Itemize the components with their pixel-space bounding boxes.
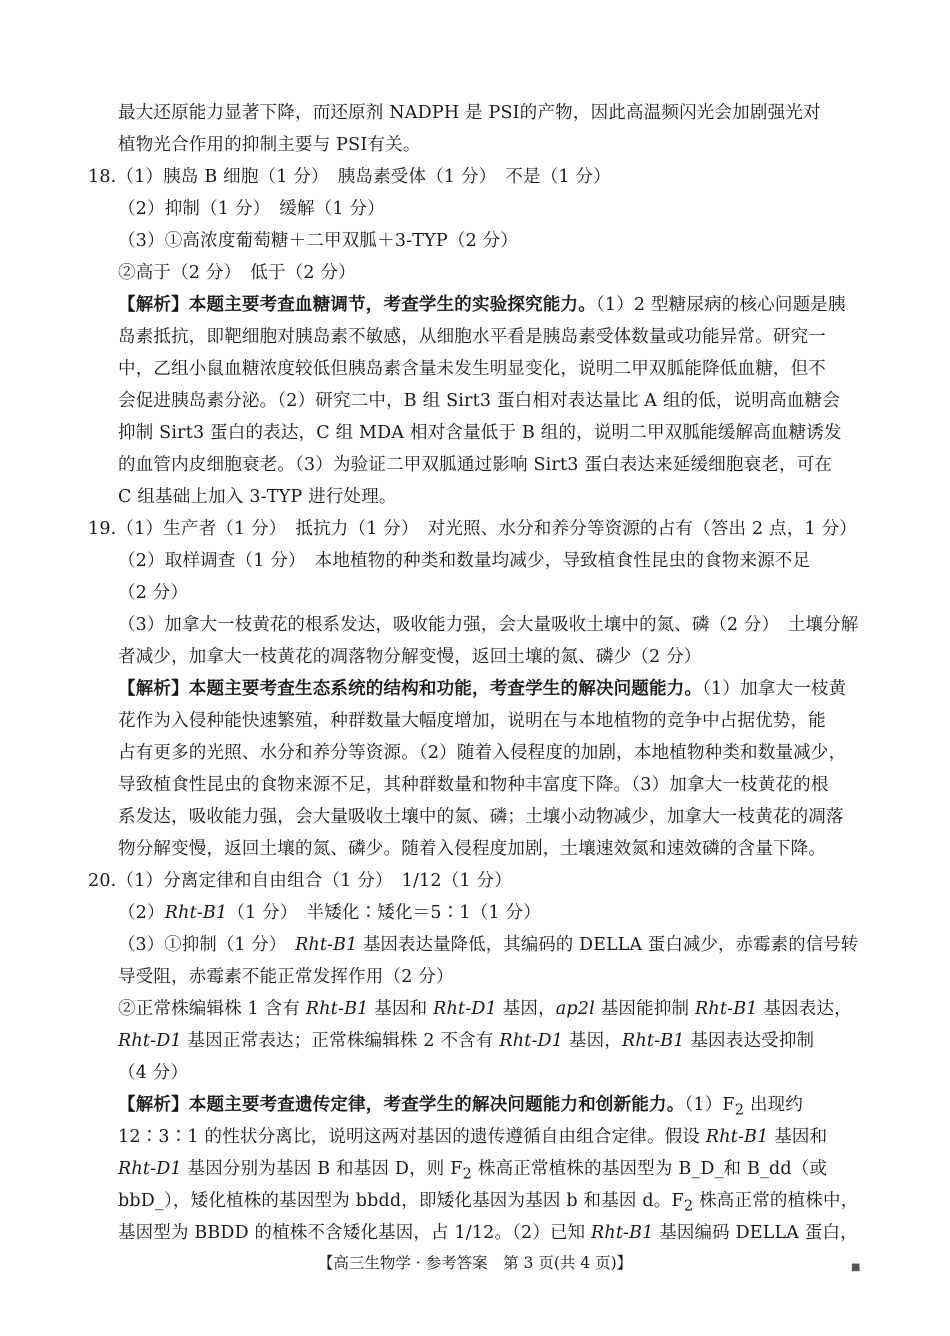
gene-name: Rht-D1 bbox=[118, 1159, 182, 1179]
text-line: 导受阻，赤霉素不能正常发挥作用（2 分） bbox=[118, 967, 454, 987]
text-line: 者减少，加拿大一枝黄花的凋落物分解变慢，返回土壤的氮、磷少（2 分） bbox=[118, 647, 702, 667]
text-line: （2）Rht-B1（1 分） 半矮化∶矮化＝5∶1（1 分） bbox=[118, 903, 541, 923]
gene-name: Rht-D1 bbox=[433, 999, 497, 1019]
analysis-line: 【解析】本题主要考查血糖调节，考查学生的实验探究能力。（1）2 型糖尿病的核心问题是胰 bbox=[118, 295, 846, 315]
text-line: 物分解变慢，返回土壤的氮、磷少。随着入侵程度加剧，土壤速效氮和速效磷的含量下降。 bbox=[118, 839, 826, 859]
corner-mark: ■ bbox=[851, 1262, 861, 1273]
subscript: 2 bbox=[683, 1197, 694, 1215]
text-line: C 组基础上加入 3-TYP 进行处理。 bbox=[118, 487, 397, 507]
text-line: bbD_），矮化植株的基因型为 bbdd，即矮化基因为基因 b 和基因 d。$F_2$ 株高正常的植株中， bbox=[118, 1191, 859, 1215]
gene-name: Rht-B1 bbox=[305, 999, 369, 1019]
text-line: 中，乙组小鼠血糖浓度较低但胰岛素含量未发生明显变化，说明二甲双胍能降低血糖，但不 bbox=[118, 359, 826, 379]
text-line: 岛素抵抗，即靶细胞对胰岛素不敏感，从细胞水平看是胰岛素受体数量或功能异常。研究一 bbox=[118, 327, 826, 347]
text-line: 系发达，吸收能力强，会大量吸收土壤中的氮、磷；土壤小动物减少，加拿大一枝黄花的凋落 bbox=[118, 807, 844, 827]
text-line: 会促进胰岛素分泌。（2）研究二中，B 组 Sirt3 蛋白相对表达量比 A 组的低，说明高血糖会 bbox=[118, 391, 840, 411]
gene-name: Rht-B1 bbox=[591, 1223, 654, 1243]
text-line: Rht-D1 基因分别为基因 B 和基因 D，则 $F_2$ 株高正常植株的基因型为 B_D_和 B_dd（或 bbox=[118, 1159, 828, 1183]
text-line: 最大还原能力显著下降，而还原剂 NADPH 是 PSⅠ的产物，因此高温频闪光会加剧强光对 bbox=[118, 103, 821, 123]
analysis-heading: 【解析】本题主要考查遗传定律，考查学生的解决问题能力和创新能力。 bbox=[118, 1095, 685, 1115]
text-line: （3）加拿大一枝黄花的根系发达，吸收能力强，会大量吸收土壤中的氮、磷（2 分） 土壤分解 bbox=[118, 615, 859, 635]
gene-name: Rht-D1 bbox=[118, 1031, 182, 1051]
text-line: 占有更多的光照、水分和养分等资源。（2）随着入侵程度的加剧，本地植物种类和数量减少， bbox=[118, 743, 847, 763]
text-line: （2 分） bbox=[118, 583, 189, 603]
gene-name: Rht-B1 bbox=[164, 903, 228, 923]
analysis-line: 【解析】本题主要考查生态系统的结构和功能，考查学生的解决问题能力。（1）加拿大一枝黄 bbox=[118, 679, 847, 699]
text-line: 抑制 Sirt3 蛋白的表达，C 组 MDA 相对含量低于 B 组的，说明二甲双胍能缓解高血糖诱发 bbox=[118, 423, 842, 443]
page-footer: 【高三生物学 · 参考答案 第 3 页(共 4 页)】 bbox=[317, 1254, 633, 1272]
gene-name: Rht-B1 bbox=[695, 999, 758, 1019]
question-20-line: 20.（1）分离定律和自由组合（1 分） 1/12（1 分） bbox=[88, 871, 512, 891]
text-line: （2）取样调查（1 分） 本地植物的种类和数量均减少，导致植食性昆虫的食物来源不足 bbox=[118, 551, 811, 571]
text-line: 花作为入侵种能快速繁殖，种群数量大幅度增加，说明在与本地植物的竞争中占据优势，能 bbox=[118, 711, 826, 731]
gene-name: Rht-B1 bbox=[295, 935, 358, 955]
text-line: 12∶3∶1 的性状分离比，说明这两对基因的遗传遵循自由组合定律。假设 Rht-B1 基因和 bbox=[118, 1127, 828, 1147]
text-line: （2）抑制（1 分） 缓解（1 分） bbox=[118, 199, 385, 219]
gene-name: Rht-B1 bbox=[622, 1031, 685, 1051]
analysis-heading: 【解析】本题主要考查生态系统的结构和功能，考查学生的解决问题能力。 bbox=[118, 679, 703, 699]
gene-name: ap2l bbox=[555, 999, 595, 1019]
gene-name: Rht-B1 bbox=[705, 1127, 769, 1147]
text-line: 导致植食性昆虫的食物来源不足，其种群数量和物种丰富度下降。（3）加拿大一枝黄花的根 bbox=[118, 775, 829, 795]
analysis-line: 【解析】本题主要考查遗传定律，考查学生的解决问题能力和创新能力。$(1)F_2$ 出现约 bbox=[118, 1095, 804, 1119]
subscript: 2 bbox=[462, 1165, 473, 1183]
analysis-heading: 【解析】本题主要考查血糖调节，考查学生的实验探究能力。 bbox=[118, 295, 596, 315]
subscript: 2 bbox=[734, 1101, 745, 1119]
gene-name: Rht-D1 bbox=[499, 1031, 564, 1051]
question-19-line: 19.（1）生产者（1 分） 抵抗力（1 分） 对光照、水分和养分等资源的占有（答出 2 点，1 分） bbox=[88, 519, 858, 539]
text-line: 植物光合作用的抑制主要与 PSⅠ有关。 bbox=[118, 135, 421, 155]
question-18-line: 18.（1）胰岛 B 细胞（1 分） 胰岛素受体（1 分） 不是（1 分） bbox=[88, 167, 611, 187]
text-line: ②高于（2 分） 低于（2 分） bbox=[118, 263, 356, 283]
text-line: 的血管内皮细胞衰老。（3）为验证二甲双胍通过影响 Sirt3 蛋白表达来延缓细胞衰老，可在 bbox=[118, 455, 833, 475]
text-line: （3）①抑制（1 分） Rht-B1 基因表达量降低，其编码的 DELLA 蛋白减少，赤霉素的信号转 bbox=[118, 935, 859, 955]
text-line: Rht-D1 基因正常表达；正常株编辑株 2 不含有 Rht-D1 基因，Rht-B1 基因表达受抑制 bbox=[118, 1031, 815, 1051]
text-line: （3）①高浓度葡萄糖＋二甲双胍＋3-TYP（2 分） bbox=[118, 231, 519, 251]
text-line: （4 分） bbox=[118, 1063, 189, 1083]
text-line: ②正常株编辑株 1 含有 Rht-B1 基因和 Rht-D1 基因，ap2l 基因能抑制 Rht-B1 基因表达， bbox=[118, 999, 852, 1019]
text-line: 基因型为 BBDD 的植株不含矮化基因，占 1/12。（2）已知 Rht-B1 基因编码 DELLA 蛋白， bbox=[118, 1223, 858, 1243]
